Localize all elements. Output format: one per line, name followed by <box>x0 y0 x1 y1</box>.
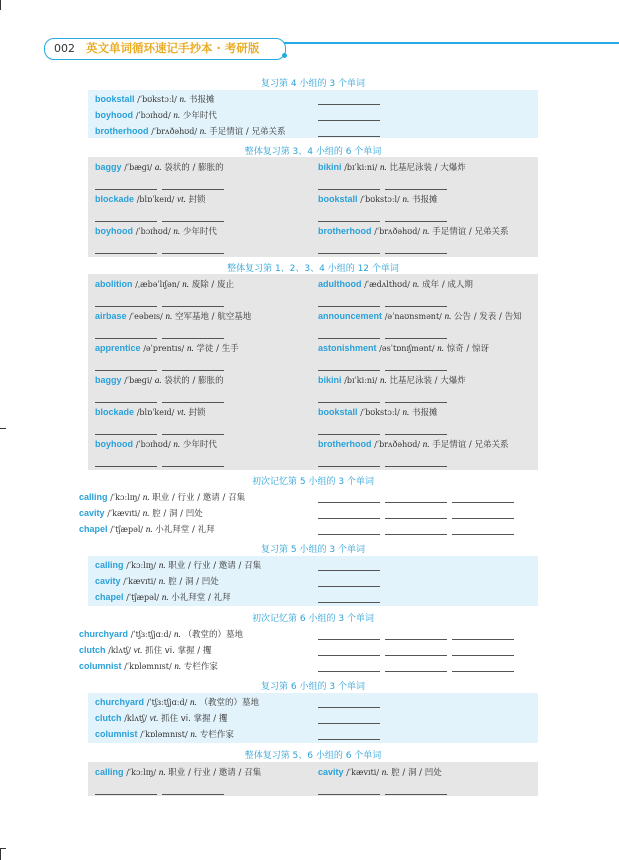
entry-phonetic: /ˈkɒləmnɪst/ <box>140 730 188 739</box>
word-entry <box>95 224 217 238</box>
section-title: 复习第 6 小组的 3 个单词 <box>261 682 365 692</box>
entry-part-of-speech: n. <box>173 226 181 236</box>
writing-blank[interactable] <box>318 306 380 307</box>
word-entry <box>79 490 245 504</box>
writing-blank[interactable] <box>452 502 514 503</box>
entry-word: columnist <box>95 729 138 739</box>
entry-word: abolition <box>95 279 133 289</box>
entry-definition: 手足情谊 / 兄弟关系 <box>432 440 509 450</box>
header-dot-ornament <box>282 53 287 58</box>
writing-blank[interactable] <box>318 221 380 222</box>
word-entry <box>95 108 217 122</box>
word-entry <box>95 124 285 138</box>
writing-blank[interactable] <box>318 671 380 672</box>
word-entry <box>318 765 442 779</box>
writing-blank[interactable] <box>452 655 514 656</box>
writing-blank[interactable] <box>318 136 380 137</box>
entry-definition: （教堂的）墓地 <box>199 698 259 708</box>
entry-word: boyhood <box>95 439 133 449</box>
entry-part-of-speech: n. <box>422 226 430 236</box>
entry-word: brotherhood <box>95 126 149 136</box>
writing-blank[interactable] <box>385 434 447 435</box>
entry-definition: 腔 / 洞 / 凹处 <box>391 768 442 778</box>
entry-part-of-speech: vt. <box>133 645 143 655</box>
entry-word: bikini <box>318 375 342 385</box>
entry-phonetic: /ˈtʃæpəl/ <box>110 525 144 534</box>
word-entry <box>318 373 466 387</box>
writing-blank[interactable] <box>318 253 380 254</box>
entry-word: boyhood <box>95 110 133 120</box>
entry-definition: 公告 / 发表 / 告知 <box>454 312 522 322</box>
word-entry <box>95 574 219 588</box>
entry-phonetic: /ˈkævɪti/ <box>346 768 380 777</box>
entry-phonetic: /əˈprentɪs/ <box>143 344 185 353</box>
writing-blank[interactable] <box>318 794 380 795</box>
entry-phonetic: /ˈeəbeɪs/ <box>129 312 163 321</box>
word-entry <box>95 160 224 174</box>
entry-definition: 书报摊 <box>411 195 438 205</box>
writing-blank[interactable] <box>318 502 380 503</box>
word-entry <box>318 192 437 206</box>
writing-blank[interactable] <box>95 221 157 222</box>
writing-blank[interactable] <box>452 518 514 519</box>
entry-part-of-speech: vt. <box>177 194 186 204</box>
writing-blank[interactable] <box>95 189 157 190</box>
entry-definition: 废除 / 废止 <box>191 280 234 290</box>
writing-blank[interactable] <box>452 534 514 535</box>
entry-part-of-speech: n. <box>190 729 198 739</box>
writing-blank[interactable] <box>318 189 380 190</box>
entry-part-of-speech: n. <box>173 629 181 639</box>
entry-phonetic: /ˈbʊkstɔːl/ <box>360 408 400 417</box>
writing-blank[interactable] <box>318 104 380 105</box>
entry-word: baggy <box>95 162 122 172</box>
writing-blank[interactable] <box>162 402 224 403</box>
entry-part-of-speech: n. <box>142 492 150 502</box>
word-entry <box>318 277 473 291</box>
word-entry <box>79 522 215 536</box>
writing-blank[interactable] <box>318 602 380 603</box>
word-entry <box>95 727 234 741</box>
writing-blank[interactable] <box>385 518 447 519</box>
word-entry <box>95 192 206 206</box>
word-entry <box>95 711 227 725</box>
entry-phonetic: /ˈtʃæpəl/ <box>126 593 160 602</box>
word-entry <box>95 373 224 387</box>
word-entry <box>79 659 218 673</box>
entry-word: cavity <box>318 767 344 777</box>
word-entry <box>95 341 239 355</box>
entry-phonetic: /ˈtʃɜːtʃjɑːd/ <box>146 698 188 707</box>
entry-definition: 职业 / 行业 / 邀请 / 召集 <box>152 493 246 503</box>
entry-part-of-speech: n. <box>161 592 169 602</box>
entry-phonetic: /əˈnaʊnsmənt/ <box>384 312 442 321</box>
writing-blank[interactable] <box>162 466 224 467</box>
entry-word: astonishment <box>318 343 377 353</box>
entry-phonetic: /blɒˈkeɪd/ <box>136 408 175 417</box>
entry-definition: 专栏作家 <box>199 730 234 740</box>
entry-part-of-speech: n. <box>422 439 430 449</box>
entry-phonetic: /blɒˈkeɪd/ <box>136 195 175 204</box>
writing-blank[interactable] <box>452 671 514 672</box>
entry-part-of-speech: a. <box>154 162 162 172</box>
entry-part-of-speech: n. <box>142 508 150 518</box>
entry-part-of-speech: n. <box>145 524 153 534</box>
section-title: 整体复习第 3、4 小组的 6 个单词 <box>244 147 382 157</box>
entry-word: brotherhood <box>318 439 372 449</box>
section-title: 复习第 5 小组的 3 个单词 <box>261 545 365 555</box>
entry-part-of-speech: n. <box>173 110 181 120</box>
entry-definition: 抓住 vi. 掌握 / 攫 <box>145 646 212 656</box>
word-entry <box>95 309 251 323</box>
writing-blank[interactable] <box>385 502 447 503</box>
entry-word: cavity <box>95 576 121 586</box>
entry-definition: 袋状的 / 膨胀的 <box>164 163 224 173</box>
entry-definition: 封锁 <box>188 408 206 418</box>
entry-word: brotherhood <box>318 226 372 236</box>
entry-part-of-speech: vt. <box>177 407 186 417</box>
entry-phonetic: /ˈkævɪti/ <box>123 577 157 586</box>
writing-blank[interactable] <box>385 306 447 307</box>
writing-blank[interactable] <box>385 338 447 339</box>
entry-word: bookstall <box>318 407 358 417</box>
writing-blank[interactable] <box>318 707 380 708</box>
crop-mark-left-mid <box>0 428 6 429</box>
word-entry <box>95 437 217 451</box>
word-entry <box>95 590 231 604</box>
writing-blank[interactable] <box>318 655 380 656</box>
word-entry <box>318 405 437 419</box>
entry-phonetic: /ˈbʊkstɔːl/ <box>360 195 400 204</box>
entry-definition: 手足情谊 / 兄弟关系 <box>209 127 286 137</box>
entry-word: calling <box>79 492 108 502</box>
entry-definition: 学徒 / 生手 <box>196 344 239 354</box>
writing-blank[interactable] <box>318 586 380 587</box>
section-title: 整体复习第 5、6 小组的 6 个单词 <box>244 751 382 761</box>
writing-blank[interactable] <box>385 189 447 190</box>
writing-blank[interactable] <box>385 671 447 672</box>
entry-definition: 袋状的 / 膨胀的 <box>164 376 224 386</box>
entry-definition: 小礼拜堂 / 礼拜 <box>171 593 231 603</box>
section-title: 初次记忆第 6 小组的 3 个单词 <box>252 614 374 624</box>
entry-definition: 职业 / 行业 / 邀请 / 召集 <box>168 768 262 778</box>
entry-word: columnist <box>79 661 122 671</box>
entry-part-of-speech: n. <box>381 767 389 777</box>
entry-phonetic: /ˈbrʌðəhʊd/ <box>151 127 198 136</box>
entry-part-of-speech: vt. <box>149 713 159 723</box>
writing-blank[interactable] <box>95 370 157 371</box>
entry-definition: 手足情谊 / 兄弟关系 <box>432 227 509 237</box>
entry-part-of-speech: n. <box>444 311 452 321</box>
writing-blank[interactable] <box>318 120 380 121</box>
writing-blank[interactable] <box>318 370 380 371</box>
writing-blank[interactable] <box>318 639 380 640</box>
writing-blank[interactable] <box>162 221 224 222</box>
entry-definition: 成年 / 成人期 <box>422 280 473 290</box>
entry-phonetic: /ˈbɔɪhʊd/ <box>135 440 171 449</box>
entry-definition: 书报摊 <box>411 408 438 418</box>
word-entry <box>318 341 489 355</box>
entry-definition: 少年时代 <box>182 111 217 121</box>
book-title: 英文单词循环速记手抄本 · 考研版 <box>86 41 260 55</box>
entry-word: bookstall <box>95 94 135 104</box>
entry-word: churchyard <box>79 629 129 639</box>
writing-blank[interactable] <box>95 253 157 254</box>
entry-part-of-speech: n. <box>402 194 410 204</box>
entry-word: blockade <box>95 407 135 417</box>
entry-definition: 腔 / 洞 / 凹处 <box>152 509 203 519</box>
word-entry <box>318 309 522 323</box>
entry-definition: 少年时代 <box>182 227 217 237</box>
entry-word: chapel <box>95 592 124 602</box>
entry-word: blockade <box>95 194 135 204</box>
word-entry <box>79 627 243 641</box>
writing-blank[interactable] <box>162 370 224 371</box>
crop-mark-top <box>0 0 1 10</box>
entry-part-of-speech: n. <box>173 439 181 449</box>
entry-part-of-speech: n. <box>182 279 189 289</box>
entry-phonetic: /ˈbæɡi/ <box>124 163 153 172</box>
writing-blank[interactable] <box>318 466 380 467</box>
writing-blank[interactable] <box>385 639 447 640</box>
writing-blank[interactable] <box>162 189 224 190</box>
entry-part-of-speech: n. <box>380 162 387 172</box>
entry-phonetic: /klʌtʃ/ <box>124 714 147 723</box>
entry-word: bikini <box>318 162 342 172</box>
writing-blank[interactable] <box>162 434 224 435</box>
word-entry <box>95 765 261 779</box>
entry-word: clutch <box>95 713 122 723</box>
word-entry <box>318 437 508 451</box>
entry-word: churchyard <box>95 697 145 707</box>
entry-definition: 职业 / 行业 / 邀请 / 召集 <box>168 561 262 571</box>
entry-word: apprentice <box>95 343 141 353</box>
writing-blank[interactable] <box>385 466 447 467</box>
writing-blank[interactable] <box>385 402 447 403</box>
entry-definition: 封锁 <box>188 195 206 205</box>
section-title: 复习第 4 小组的 3 个单词 <box>261 79 365 89</box>
entry-phonetic: /ˈkɔːlɪŋ/ <box>110 493 141 502</box>
entry-part-of-speech: n. <box>380 375 387 385</box>
writing-blank[interactable] <box>385 794 447 795</box>
word-entry <box>95 695 259 709</box>
entry-word: boyhood <box>95 226 133 236</box>
writing-blank[interactable] <box>162 253 224 254</box>
entry-part-of-speech: n. <box>199 126 207 136</box>
writing-blank[interactable] <box>318 402 380 403</box>
entry-phonetic: /ˈædʌlthʊd/ <box>364 280 410 289</box>
entry-part-of-speech: n. <box>412 279 420 289</box>
writing-blank[interactable] <box>385 370 447 371</box>
writing-blank[interactable] <box>318 534 380 535</box>
entry-phonetic: /ˈkɔːlɪŋ/ <box>126 561 157 570</box>
entry-definition: 抓住 vi. 掌握 / 攫 <box>161 714 228 724</box>
writing-blank[interactable] <box>318 338 380 339</box>
entry-definition: 空军基地 / 航空基地 <box>174 312 252 322</box>
entry-phonetic: /ˈkævɪti/ <box>107 509 141 518</box>
entry-phonetic: /ˈtʃɜːtʃjɑːd/ <box>130 630 172 639</box>
writing-blank[interactable] <box>95 466 157 467</box>
writing-blank[interactable] <box>385 534 447 535</box>
entry-part-of-speech: n. <box>402 407 410 417</box>
entry-word: cavity <box>79 508 105 518</box>
entry-word: bookstall <box>318 194 358 204</box>
entry-part-of-speech: n. <box>165 311 173 321</box>
entry-word: airbase <box>95 311 127 321</box>
entry-part-of-speech: a. <box>154 375 162 385</box>
entry-word: baggy <box>95 375 122 385</box>
entry-definition: 书报摊 <box>188 95 215 105</box>
page-number: 002 <box>54 42 75 55</box>
writing-blank[interactable] <box>95 402 157 403</box>
entry-word: announcement <box>318 311 383 321</box>
entry-phonetic: /əsˈtɒnɪʃmənt/ <box>379 344 435 353</box>
entry-part-of-speech: n. <box>179 94 187 104</box>
word-entry <box>79 643 211 657</box>
entry-phonetic: /bɪˈkiːni/ <box>344 376 378 385</box>
writing-blank[interactable] <box>318 518 380 519</box>
entry-phonetic: /ˈbrʌðəhʊd/ <box>374 440 421 449</box>
crop-mark-bottom-h <box>0 848 6 849</box>
entry-word: calling <box>95 560 124 570</box>
writing-blank[interactable] <box>452 639 514 640</box>
entry-definition: （教堂的）墓地 <box>183 630 243 640</box>
entry-word: clutch <box>79 645 106 655</box>
word-entry <box>95 92 214 106</box>
entry-word: adulthood <box>318 279 362 289</box>
entry-definition: 比基尼泳装 / 大爆炸 <box>389 163 466 173</box>
writing-blank[interactable] <box>95 434 157 435</box>
entry-phonetic: /ˈkɔːlɪŋ/ <box>126 768 157 777</box>
writing-blank[interactable] <box>95 794 157 795</box>
entry-part-of-speech: n. <box>186 343 194 353</box>
word-entry <box>318 160 466 174</box>
writing-blank[interactable] <box>318 723 380 724</box>
writing-blank[interactable] <box>385 655 447 656</box>
writing-blank[interactable] <box>385 253 447 254</box>
entry-phonetic: /ˈbæɡi/ <box>124 376 153 385</box>
entry-definition: 专栏作家 <box>183 662 218 672</box>
section-title: 初次记忆第 5 小组的 3 个单词 <box>252 477 374 487</box>
crop-mark-bottom <box>0 848 1 860</box>
entry-definition: 惊奇 / 惊讶 <box>446 344 489 354</box>
writing-blank[interactable] <box>318 434 380 435</box>
writing-blank[interactable] <box>162 306 224 307</box>
entry-phonetic: /ˈbrʌðəhʊd/ <box>374 227 421 236</box>
entry-phonetic: /ˈbɔɪhʊd/ <box>135 111 171 120</box>
entry-part-of-speech: n. <box>189 697 197 707</box>
entry-part-of-speech: n. <box>174 661 182 671</box>
section-title: 整体复习第 1、2、3、4 小组的 12 个单词 <box>227 264 399 274</box>
entry-definition: 腔 / 洞 / 凹处 <box>168 577 219 587</box>
word-entry <box>95 558 261 572</box>
entry-definition: 小礼拜堂 / 礼拜 <box>155 525 215 535</box>
writing-blank[interactable] <box>318 739 380 740</box>
entry-phonetic: /ˈbʊkstɔːl/ <box>137 95 177 104</box>
writing-blank[interactable] <box>95 338 157 339</box>
entry-definition: 少年时代 <box>182 440 217 450</box>
entry-phonetic: /klʌtʃ/ <box>108 646 131 655</box>
word-entry <box>95 277 234 291</box>
entry-phonetic: /bɪˈkiːni/ <box>344 163 378 172</box>
word-entry <box>95 405 206 419</box>
writing-blank[interactable] <box>318 570 380 571</box>
writing-blank[interactable] <box>162 338 224 339</box>
entry-phonetic: /ˈkɒləmnɪst/ <box>124 662 172 671</box>
entry-part-of-speech: n. <box>158 767 166 777</box>
entry-word: calling <box>95 767 124 777</box>
entry-word: chapel <box>79 524 108 534</box>
word-entry <box>318 224 508 238</box>
writing-blank[interactable] <box>162 794 224 795</box>
entry-definition: 比基尼泳装 / 大爆炸 <box>389 376 466 386</box>
entry-part-of-speech: n. <box>158 576 166 586</box>
entry-part-of-speech: n. <box>158 560 166 570</box>
writing-blank[interactable] <box>95 306 157 307</box>
entry-phonetic: /ˌæbəˈlɪʃən/ <box>135 280 180 289</box>
entry-part-of-speech: n. <box>437 343 445 353</box>
word-entry <box>79 506 203 520</box>
entry-phonetic: /ˈbɔɪhʊd/ <box>135 227 171 236</box>
writing-blank[interactable] <box>385 221 447 222</box>
